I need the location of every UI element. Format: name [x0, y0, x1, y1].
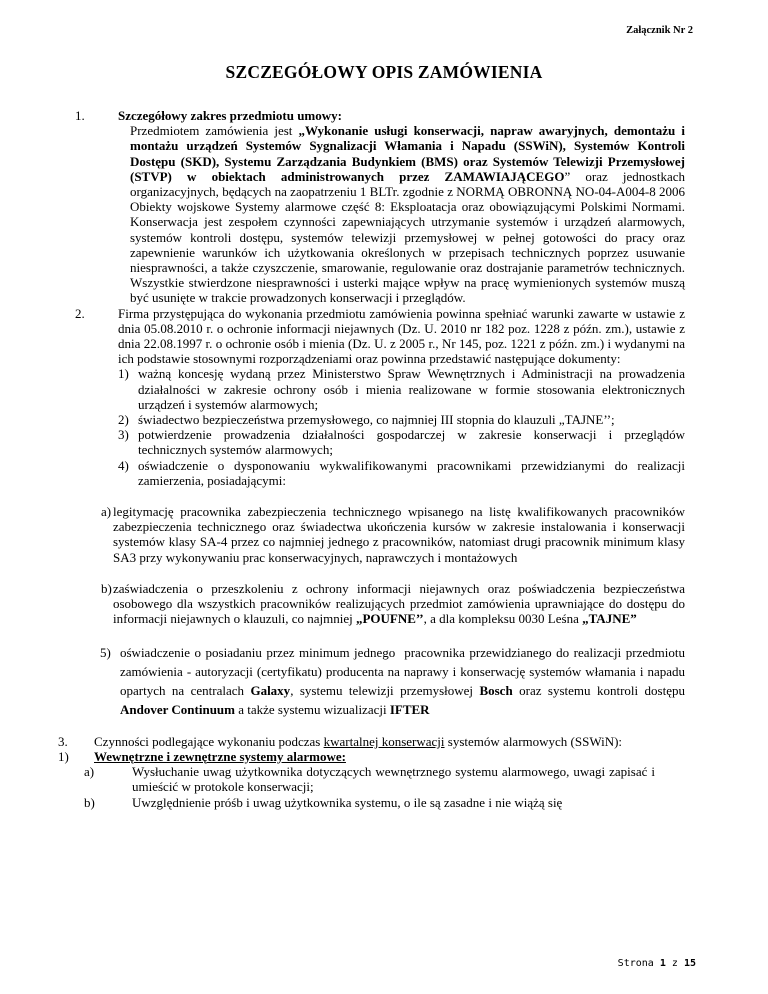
- section-3-number: 3.: [58, 733, 68, 749]
- section-1-text-b: ” oraz jednostkach organizacyjnych, będących na zaopatrzeniu 1 BLTr. zgodnie z NORMĄ OBRONNĄ NO-04-A004-8 2006 Obiekty wojskowe Systemy alarmowe część 8: Eksploatacja oraz obowiązującymi Polskimi Normami. Konserwacja jest zespołem czynności zapewniających utrzymanie systemów i urządzeń alarmowych, systemów kontroli dostępu, systemów telewizji przemysłowej w pełnej gotowości do pracy oraz zapewnienie warunków ich użytkowania określonych w przepisach technicznych poprzez usuwanie niesprawności, a także czyszczenie, smarowanie, regulowanie oraz dostrajanie parametrów technicznych. Wszystkie stwierdzone niesprawności i usterki mające wpływ na pracę wymienionych systemów muszą być usunięte w trakcie prowadzonych konserwacji i przeglądów.: [130, 168, 685, 306]
- page-footer: [618, 958, 696, 969]
- list-item-number: 2): [118, 412, 129, 428]
- sub-item-number: a): [101, 504, 112, 520]
- sub-item-text: legitymację pracownika zabezpieczenia technicznego wpisanego na listę kwalifikowanych pracowników zabezpieczenia technicznego oraz świadectwa ukończenia kursów w zakresie instalowania i konserwacji systemów klasy SA-4 przez co najmniej jednego z pracowników, natomiast drugi pracownik minimum klasy SA3 przy wykonywaniu prac konserwacyjnych, naprawczych i montażowych: [113, 504, 685, 565]
- item5-bold-ifter: IFTER: [389, 702, 430, 718]
- section-1-number: 1.: [75, 108, 85, 123]
- item5-text-2: pracownika przewidzianego do realizacji przedmiotu zamówienia - autoryzacji (certyfikatu) producenta na naprawy i konserwację systemów włamania i napadu opartych na centralach: [120, 644, 685, 699]
- list-item-text: ważną koncesję wydaną przez Ministerstwo Spraw Wewnętrznych i Administracji na prowadzenia działalności w zakresie ochrony osób i mienia realizowane w formie stosowania elektronicznych urządzeń i systemów alarmowych;: [138, 366, 685, 412]
- section-3-text-2: systemów alarmowych (SSWiN):: [444, 733, 623, 749]
- section-2-intro: Firma przystępująca do wykonania przedmiotu zamówienia powinna spełniać warunki zawarte w ustawie z dnia 05.08.2010 r. o ochronie informacji niejawnych (Dz. U. 2010 nr 182 poz. 1228 z późn. zm.), ustawie z dnia 22.08.1997 r. o ochronie osób i mienia (Dz. U. z 2005 r., Nr 145, poz. 1221 z późn. zm.) i wydanymi na ich podstawie stosownymi rozporządzeniami oraz powinna przedstawić następujące dokumenty:: [118, 305, 685, 367]
- list-item-number: 5): [100, 644, 111, 660]
- footer-of: z: [671, 958, 678, 969]
- annex-label: Załącznik Nr 2: [626, 25, 693, 36]
- item5-text-1: oświadczenie o posiadaniu przez minimum jednego: [120, 644, 396, 660]
- section-1-bold: „Wykonanie usługi konserwacji, napraw awaryjnych, demontażu i montażu urządzeń Systemów Sygnalizacji Włamania i Napadu (SSWiN), Systemów Kontroli Dostępu (SKD), Systemu Zarządzania Budynkiem (BMS) oraz Systemów Telewizji Przemysłowej (STVP) w obiektach administrowanych przez ZAMAWIAJĄCEGO: [130, 123, 685, 184]
- sub-item-bold-poufne: „POUFNE’’: [355, 611, 424, 627]
- letter-item-text: Wysłuchanie uwag użytkownika dotyczących wewnętrznego systemu alarmowego, uwagi zapisać i umieścić w protokole konserwacji;: [132, 764, 655, 795]
- list-item-number: 4): [118, 457, 129, 473]
- section-2-number: 2.: [75, 305, 85, 321]
- sub-item-number: b): [101, 580, 112, 596]
- item5-bold-bosch: Bosch: [479, 683, 513, 699]
- subsection-heading: Wewnętrzne i zewnętrzne systemy alarmowe:: [94, 748, 346, 764]
- section-3-underlined: kwartalnej konserwacji: [323, 733, 445, 749]
- list-item-5: [32, 643, 685, 720]
- list-item: [118, 427, 685, 457]
- list-item-number: 3): [118, 427, 129, 443]
- list-item: [118, 458, 685, 488]
- item5-bold-galaxy: Galaxy: [250, 683, 291, 699]
- item5-text-4: oraz systemu kontroli dostępu: [512, 683, 685, 699]
- item5-bold-andover: Andover Continuum: [120, 702, 235, 718]
- item5-text-5: a także systemu wizualizacji: [234, 702, 390, 718]
- list-item-text: oświadczenie o dysponowaniu wykwalifikowanymi pracownikami przewidzianymi do realizacji zamierzenia, posiadającymi:: [138, 457, 685, 488]
- letter-item: [32, 795, 685, 810]
- list-item: [118, 366, 685, 412]
- section-1-paragraph: [118, 123, 685, 305]
- footer-page-number: 1: [659, 958, 666, 969]
- footer-label: Strona: [617, 958, 654, 969]
- list-item-number: 1): [118, 366, 129, 382]
- letter-item: [32, 764, 685, 794]
- section-2: [75, 306, 685, 488]
- section-3-subsection-1: [32, 749, 685, 764]
- letter-item-number: b): [84, 794, 95, 810]
- sub-item-a: [32, 504, 685, 565]
- footer-total-pages: 15: [683, 958, 696, 969]
- section-3-text-1: Czynności podlegające wykonaniu podczas: [94, 733, 324, 749]
- item5-text-3: , systemu telewizji przemysłowej: [290, 683, 480, 699]
- document-title: SZCZEGÓŁOWY OPIS ZAMÓWIENIA: [225, 62, 543, 82]
- section-1-heading: Szczegółowy zakres przedmiotu umowy:: [118, 108, 342, 123]
- section-1-text-a: Przedmiotem zamówienia jest: [130, 123, 299, 139]
- list-item-text: potwierdzenie prowadzenia działalności gospodarczej w zakresie konserwacji i przeglądów technicznych systemów alarmowych;: [138, 427, 685, 458]
- sub-item-text: zaświadczenia o przeszkoleniu z ochrony informacji niejawnych oraz poświadczenia bezpieczeństwa osobowego dla wszystkich pracowników realizujących przedmiot zamówienia uprawniające do dostępu do informacji niejawnych o klauzuli, co najmniej: [113, 580, 685, 627]
- sub-item-bold-tajne: „TAJNE”: [582, 611, 637, 627]
- list-item: [118, 412, 685, 427]
- section-3: [32, 734, 685, 749]
- document-body: [58, 108, 685, 810]
- sub-item-b: [32, 581, 685, 627]
- sub-item-text-b: , a dla kompleksu 0030 Leśna: [423, 611, 583, 627]
- letter-item-text: Uwzględnienie próśb i uwag użytkownika systemu, o ile są zasadne i nie wiążą się: [132, 794, 563, 810]
- subsection-number: 1): [58, 748, 69, 764]
- list-item-text: świadectwo bezpieczeństwa przemysłowego, co najmniej III stopnia do klauzuli „TAJNE’’;: [138, 412, 615, 428]
- letter-item-number: a): [84, 764, 95, 780]
- section-1: [75, 108, 685, 306]
